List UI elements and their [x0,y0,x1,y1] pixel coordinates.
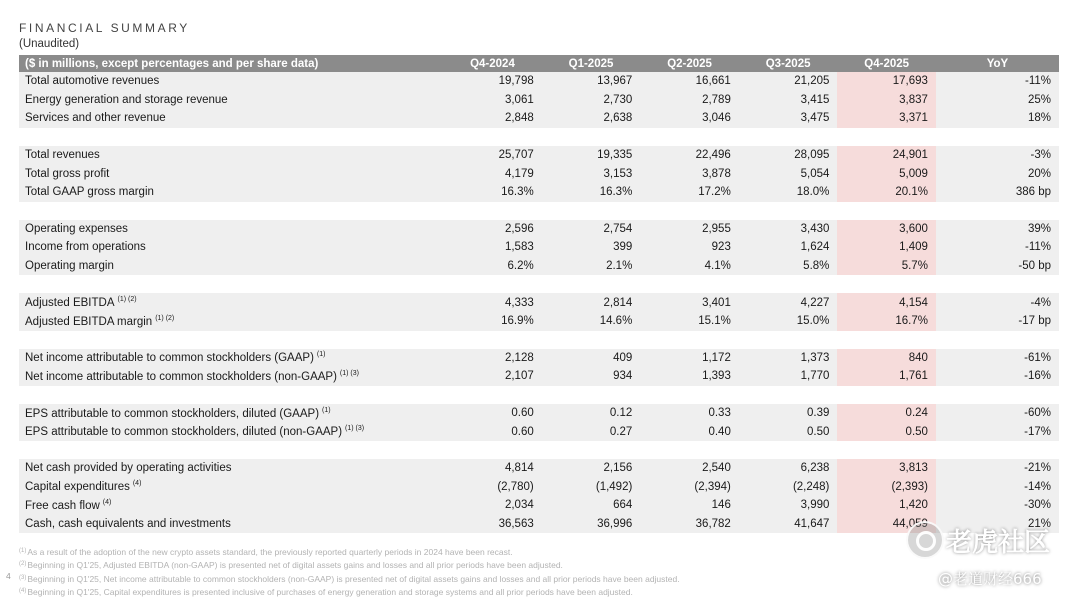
value-cell: 1,770 [739,367,838,386]
yoy-cell: 386 bp [936,183,1059,202]
value-cell: (2,780) [443,478,542,497]
highlight-cell: 5,009 [837,164,936,183]
highlight-cell: 3,600 [837,220,936,239]
value-cell: 4,179 [443,164,542,183]
table-body [19,72,1059,533]
highlight-cell: 1,409 [837,238,936,257]
table-row [19,496,1059,515]
highlight-cell: 3,371 [837,109,936,128]
value-cell: 2,128 [443,349,542,368]
value-cell: 2,156 [542,459,641,478]
footnote-ref: (1) (3) [339,369,359,377]
yoy-cell: 20% [936,164,1059,183]
row-label: Free cash flow $^{(4)}$ [19,496,443,515]
highlight-cell: 16.7% [837,312,936,331]
table-row [19,422,1059,441]
row-label: EPS attributable to common stockholders, diluted (GAAP) $^{(1)}$ [19,404,443,423]
value-cell: 4,227 [739,293,838,312]
value-cell: 41,647 [739,515,838,534]
value-cell: 923 [640,238,739,257]
table-row [19,146,1059,165]
value-cell: 22,496 [640,146,739,165]
value-cell: 1,624 [739,238,838,257]
value-cell: 14.6% [542,312,641,331]
group-spacer [19,386,1059,404]
table-row [19,293,1059,312]
value-cell: 2,754 [542,220,641,239]
yoy-cell: 21% [936,515,1059,534]
value-cell: 4.1% [640,257,739,276]
financial-summary-table [19,55,1059,533]
table-row [19,109,1059,128]
yoy-cell: -17% [936,422,1059,441]
value-cell: 399 [542,238,641,257]
value-cell: 15.0% [739,312,838,331]
value-cell: 664 [542,496,641,515]
value-cell: 18.0% [739,183,838,202]
table-row [19,72,1059,91]
value-cell: 2,638 [542,109,641,128]
highlight-cell: (2,393) [837,478,936,497]
group-spacer [19,441,1059,459]
yoy-cell: -17 bp [936,312,1059,331]
table-row [19,312,1059,331]
footnote: $^{(3)}$Beginning in Q1'25, Net income attributable to common stockholders (non-GAAP) is presented net of digital assets gains and losses and all prior periods have been adjusted. [19,573,680,584]
value-cell: 16.9% [443,312,542,331]
highlight-cell: 3,813 [837,459,936,478]
value-cell: 19,335 [542,146,641,165]
column-header: Q4-2024 [443,55,542,72]
value-cell: 2,540 [640,459,739,478]
value-cell: (2,394) [640,478,739,497]
highlight-cell: 17,693 [837,72,936,91]
column-header: Q2-2025 [640,55,739,72]
value-cell: 21,205 [739,72,838,91]
value-cell: 17.2% [640,183,739,202]
column-header: YoY [936,55,1059,72]
footnote: $^{(1)}$As a result of the adoption of the new crypto assets standard, the previously reported quarterly periods in 2024 have been recast. [19,547,513,557]
row-label: Operating expenses [19,220,443,239]
footnote-ref: (1) (3) [345,425,365,433]
value-cell: 2,730 [542,91,641,110]
footnote-ref: (4) [102,498,112,506]
value-cell: 15.1% [640,312,739,331]
value-cell: 3,475 [739,109,838,128]
value-cell: 409 [542,349,641,368]
value-cell: 36,782 [640,515,739,534]
value-cell: 5.8% [739,257,838,276]
value-cell: 3,401 [640,293,739,312]
row-label: Net income attributable to common stockholders (non-GAAP) $^{(1) (3)}$ [19,367,443,386]
value-cell: 1,583 [443,238,542,257]
page-subtitle: (Unaudited) [19,38,80,50]
value-cell: 4,814 [443,459,542,478]
yoy-cell: 39% [936,220,1059,239]
table-header-row [19,55,1059,72]
group-spacer [19,128,1059,146]
highlight-cell: 24,901 [837,146,936,165]
footnote-ref: (1) (2) [155,314,175,322]
value-cell: 19,798 [443,72,542,91]
value-cell: (1,492) [542,478,641,497]
table-row [19,257,1059,276]
yoy-cell: -11% [936,238,1059,257]
row-label: Net cash provided by operating activities [19,459,443,478]
yoy-cell: -11% [936,72,1059,91]
row-label: Net income attributable to common stockholders (GAAP) $^{(1)}$ [19,349,443,368]
value-cell: 0.40 [640,422,739,441]
table-row [19,515,1059,534]
value-cell: 36,996 [542,515,641,534]
column-header: Q1-2025 [542,55,641,72]
value-cell: 2,107 [443,367,542,386]
value-cell: 3,061 [443,91,542,110]
value-cell: (2,248) [739,478,838,497]
row-label: Total automotive revenues [19,72,443,91]
footnote-ref: (1) [322,406,331,414]
row-label: Capital expenditures $^{(4)}$ [19,478,443,497]
value-cell: 0.12 [542,404,641,423]
value-cell: 0.39 [739,404,838,423]
value-cell: 4,333 [443,293,542,312]
row-label: Adjusted EBITDA $^{(1) (2)}$ [19,293,443,312]
footnote-ref: (1) (2) [117,296,137,304]
row-label: Services and other revenue [19,109,443,128]
row-label: Total revenues [19,146,443,165]
yoy-cell: -61% [936,349,1059,368]
value-cell: 2,789 [640,91,739,110]
table-row [19,220,1059,239]
footnote-ref: (4) [132,480,142,488]
table-row [19,238,1059,257]
value-cell: 934 [542,367,641,386]
value-cell: 2,848 [443,109,542,128]
group-spacer [19,331,1059,349]
value-cell: 0.33 [640,404,739,423]
highlight-cell: 44,059 [837,515,936,534]
value-cell: 146 [640,496,739,515]
value-cell: 5,054 [739,164,838,183]
value-cell: 2.1% [542,257,641,276]
row-label: Energy generation and storage revenue [19,91,443,110]
table-row [19,91,1059,110]
footnotes [19,545,680,598]
yoy-cell: 25% [936,91,1059,110]
yoy-cell: 18% [936,109,1059,128]
highlight-cell: 4,154 [837,293,936,312]
highlight-cell: 1,761 [837,367,936,386]
table-row [19,367,1059,386]
page-title: FINANCIAL SUMMARY [19,21,190,35]
row-label: Operating margin [19,257,443,276]
value-cell: 0.60 [443,404,542,423]
value-cell: 0.50 [739,422,838,441]
value-cell: 0.27 [542,422,641,441]
highlight-cell: 1,420 [837,496,936,515]
yoy-cell: -4% [936,293,1059,312]
value-cell: 36,563 [443,515,542,534]
row-label: Cash, cash equivalents and investments [19,515,443,534]
value-cell: 16,661 [640,72,739,91]
table-row [19,183,1059,202]
value-cell: 13,967 [542,72,641,91]
yoy-cell: -50 bp [936,257,1059,276]
column-header: Q4-2025 [837,55,936,72]
column-header: ($ in millions, except percentages and per share data) [19,55,443,72]
value-cell: 2,034 [443,496,542,515]
table-row [19,478,1059,497]
yoy-cell: -14% [936,478,1059,497]
value-cell: 3,430 [739,220,838,239]
highlight-cell: 0.24 [837,404,936,423]
yoy-cell: -60% [936,404,1059,423]
column-header: Q3-2025 [739,55,838,72]
watermark-text: 老虎社区 [946,528,1051,558]
yoy-cell: -21% [936,459,1059,478]
value-cell: 0.60 [443,422,542,441]
table-row [19,349,1059,368]
group-spacer [19,202,1059,220]
highlight-cell: 20.1% [837,183,936,202]
row-label: Total GAAP gross margin [19,183,443,202]
footnote: $^{(4)}$Beginning in Q1'25, Capital expenditures is presented inclusive of purchases of energy generation and storage systems and all prior periods have been adjusted. [19,586,633,597]
value-cell: 1,172 [640,349,739,368]
value-cell: 2,814 [542,293,641,312]
highlight-cell: 840 [837,349,936,368]
watermark-handle: @老道财经666 [938,570,1042,588]
yoy-cell: -3% [936,146,1059,165]
value-cell: 6.2% [443,257,542,276]
row-label: Total gross profit [19,164,443,183]
highlight-cell: 0.50 [837,422,936,441]
row-label: EPS attributable to common stockholders, diluted (non-GAAP) $^{(1) (3)}$ [19,422,443,441]
watermark-logo-icon [906,521,944,559]
value-cell: 3,878 [640,164,739,183]
value-cell: 3,990 [739,496,838,515]
row-label: Income from operations [19,238,443,257]
value-cell: 1,373 [739,349,838,368]
footnote-ref: (1) [316,351,326,359]
value-cell: 3,153 [542,164,641,183]
footnote: $^{(2)}$Beginning in Q1'25, Adjusted EBITDA (non-GAAP) is presented net of digital assets gains and losses and all prior periods have been adjusted. [19,560,563,571]
table-row [19,164,1059,183]
value-cell: 3,046 [640,109,739,128]
yoy-cell: -16% [936,367,1059,386]
value-cell: 2,955 [640,220,739,239]
value-cell: 6,238 [739,459,838,478]
value-cell: 16.3% [443,183,542,202]
page-number: 4 [6,571,11,581]
row-label: Adjusted EBITDA margin $^{(1) (2)}$ [19,312,443,331]
highlight-cell: 5.7% [837,257,936,276]
value-cell: 25,707 [443,146,542,165]
value-cell: 2,596 [443,220,542,239]
table-row [19,459,1059,478]
table-row [19,404,1059,423]
yoy-cell: -30% [936,496,1059,515]
value-cell: 28,095 [739,146,838,165]
value-cell: 1,393 [640,367,739,386]
group-spacer [19,275,1059,293]
highlight-cell: 3,837 [837,91,936,110]
value-cell: 16.3% [542,183,641,202]
value-cell: 3,415 [739,91,838,110]
